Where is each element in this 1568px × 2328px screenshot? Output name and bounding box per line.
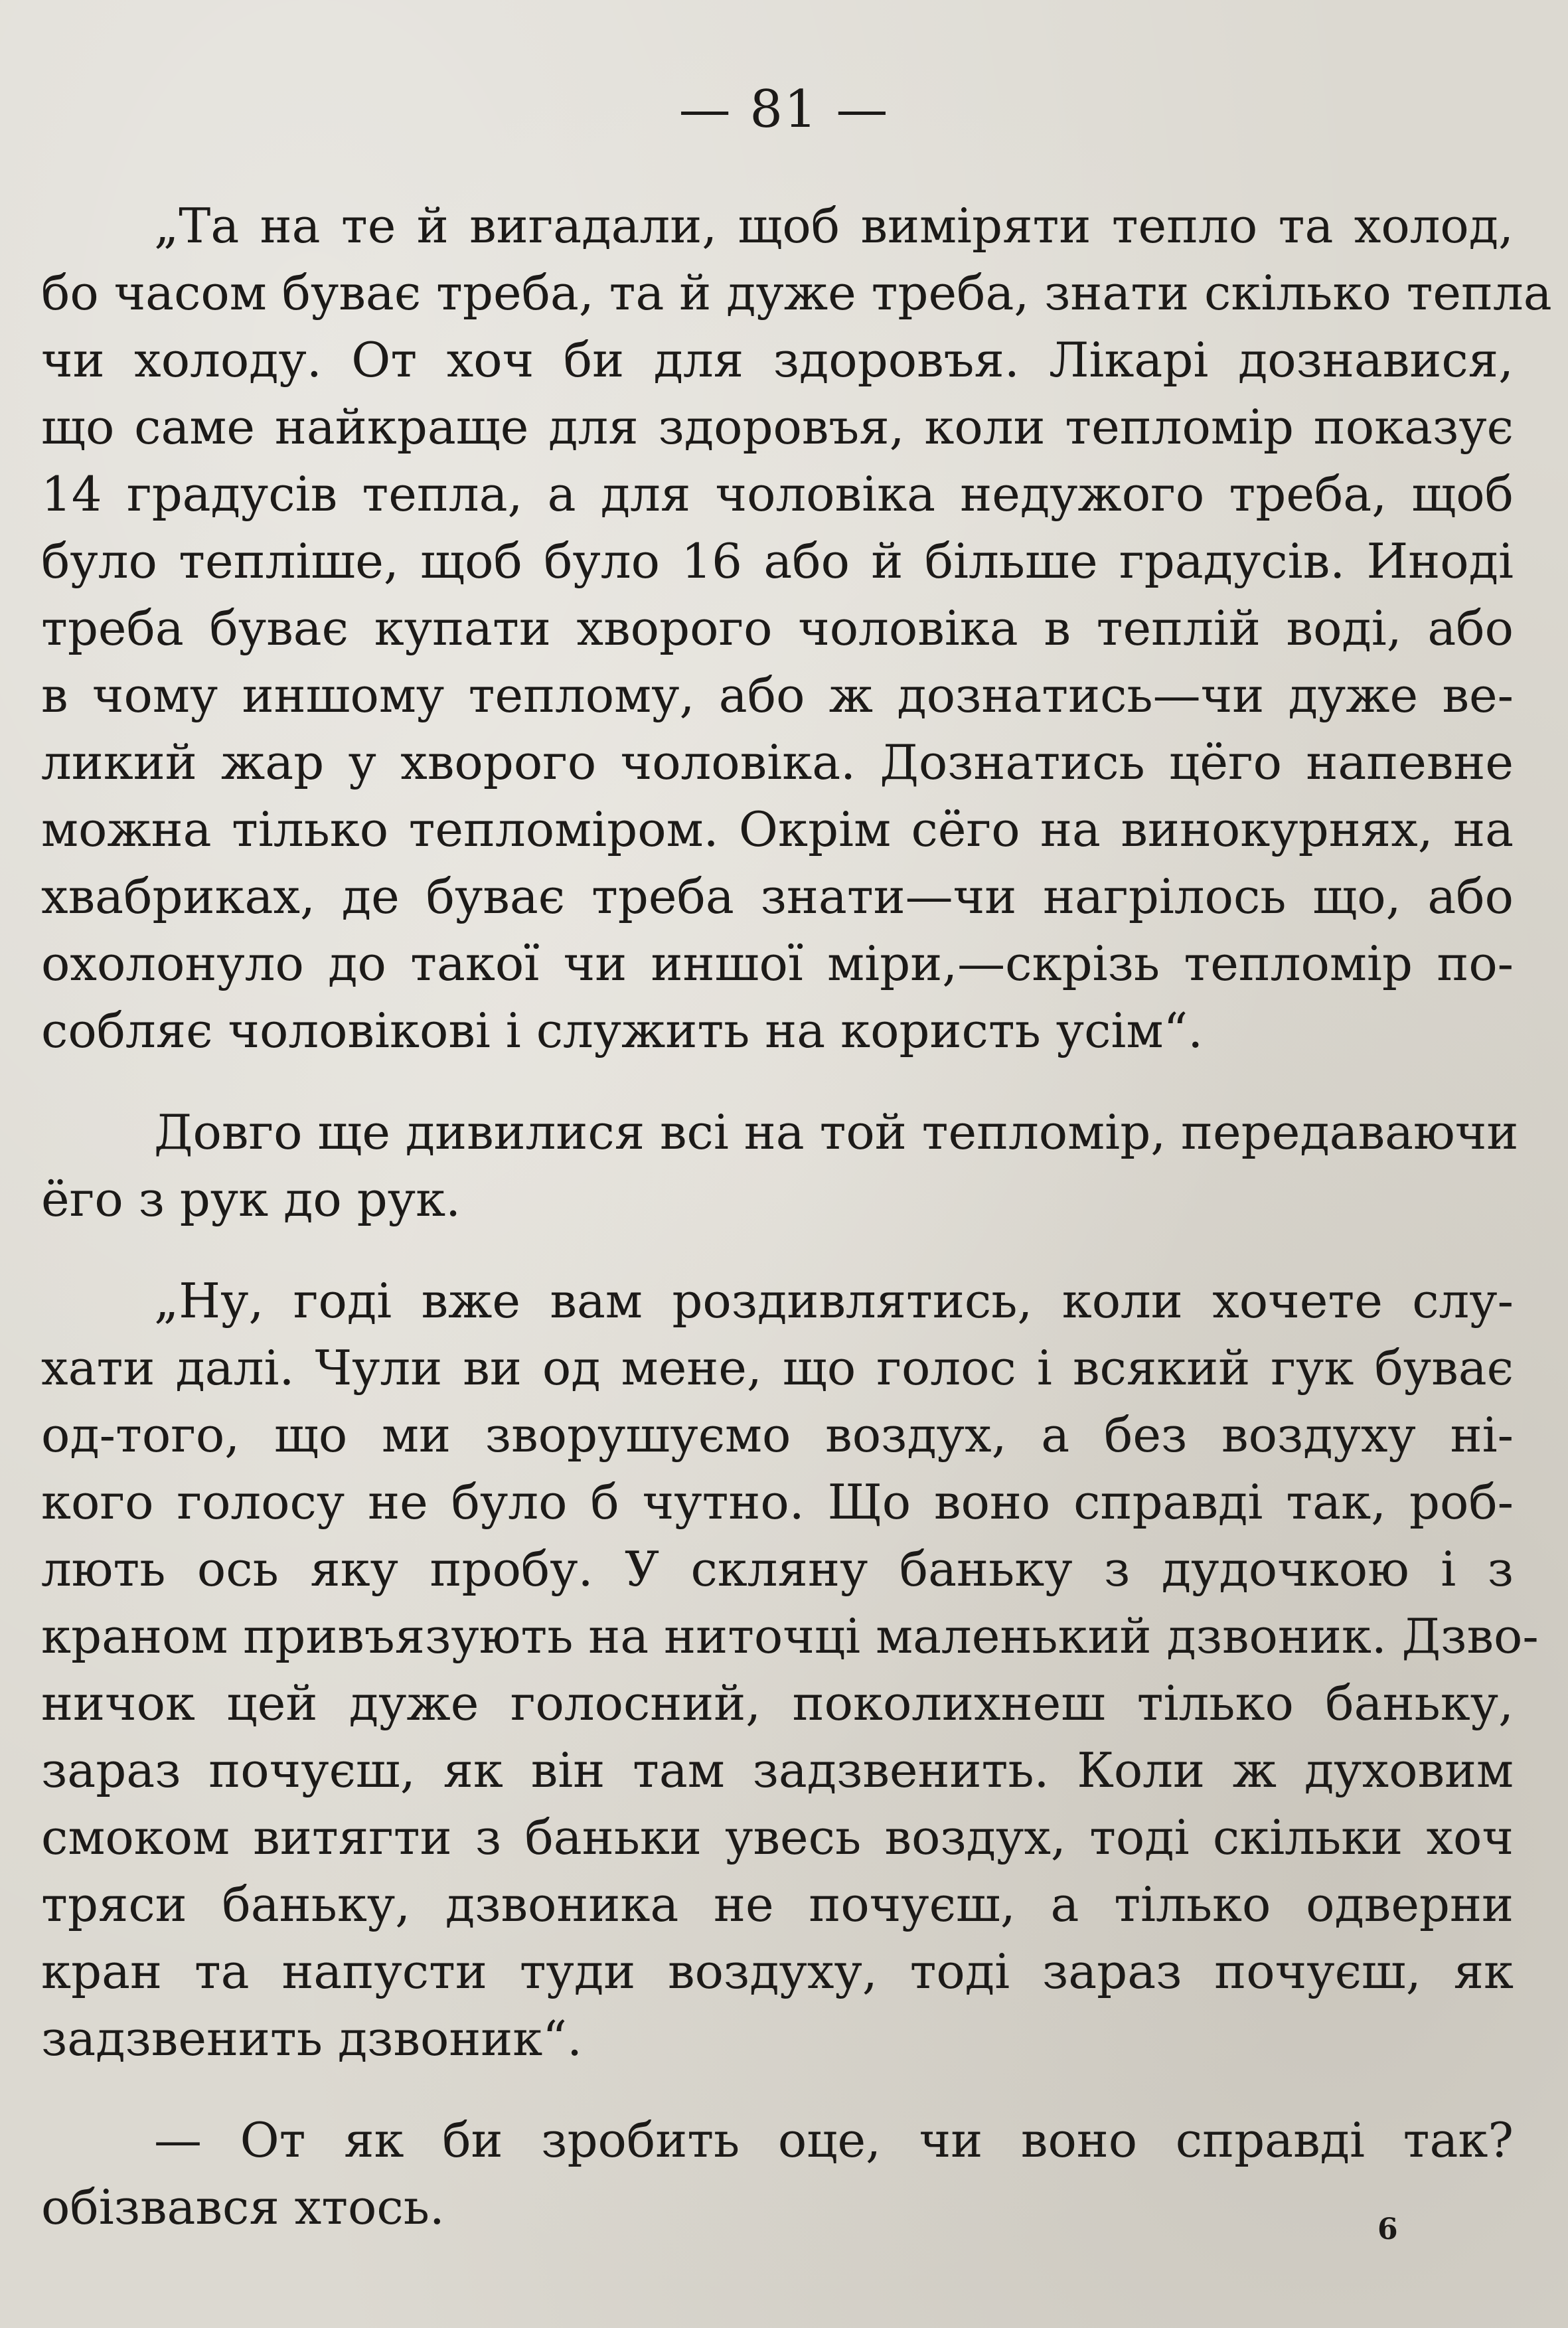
body-text bbox=[41, 193, 1552, 2241]
signature-mark: 6 bbox=[1377, 2212, 1398, 2246]
paragraph-2 bbox=[41, 1099, 1519, 1233]
text-line: обізвався хтось. bbox=[41, 2179, 445, 2235]
paragraph-gap bbox=[41, 2072, 1514, 2107]
text-line: в чому иншому теплому, або ж дознатись—чи дуже ве- bbox=[41, 667, 1514, 723]
text-line: можна тілько тепломіром. Окрім сёго на винокурнях, на bbox=[41, 801, 1514, 857]
text-line: бо часом буває треба, та й дуже треба, знати скілько тепла bbox=[41, 265, 1552, 321]
text-line: зараз почуєш, як він там задзвенить. Коли ж духовим bbox=[41, 1742, 1514, 1798]
text-line: „Ну, годі вже вам роздивлятись, коли хочете слу- bbox=[154, 1273, 1514, 1329]
text-line: треба буває купати хворого чоловіка в теплій воді, або bbox=[41, 600, 1514, 656]
text-line: ликий жар у хворого чоловіка. Дознатись цёго напевне bbox=[41, 734, 1514, 790]
text-line: — От як би зробить оце, чи воно справді так? bbox=[154, 2112, 1514, 2168]
text-line: краном привъязують на ниточці маленький дзвоник. Дзво- bbox=[41, 1608, 1539, 1664]
paragraph-gap bbox=[41, 1233, 1514, 1268]
text-line: „Та на те й вигадали, щоб виміряти тепло та холод, bbox=[154, 198, 1514, 254]
text-line: хвабриках, де буває треба знати—чи нагрілось що, або bbox=[41, 869, 1514, 924]
text-line: ничок цей дуже голосний, поколихнеш тілько баньку, bbox=[41, 1675, 1514, 1731]
text-line: од-того, що ми зворушуємо воздух, а без воздуху ні- bbox=[41, 1407, 1514, 1463]
text-line: охолонуло до такої чи иншої міри,—скрізь тепломір по- bbox=[41, 936, 1514, 991]
text-line: чи холоду. От хоч би для здоровъя. Лікарі дознавися, bbox=[41, 332, 1514, 388]
text-line: смоком витягти з баньки увесь воздух, тоді скільки хоч bbox=[41, 1809, 1514, 1865]
text-line: кран та напусти туди воздуху, тоді зараз почуєш, як bbox=[41, 1944, 1514, 1999]
paragraph-1 bbox=[41, 193, 1552, 1064]
text-line: Довго ще дивилися всі на той тепломір, передаваючи bbox=[154, 1104, 1519, 1160]
text-line: хати далі. Чули ви од мене, що голос і всякий гук буває bbox=[41, 1340, 1514, 1396]
paragraph-3 bbox=[41, 1268, 1539, 2072]
text-line: ёго з рук до рук. bbox=[41, 1171, 461, 1227]
text-line: лють ось яку пробу. У скляну баньку з дудочкою і з bbox=[41, 1541, 1514, 1597]
text-line: задзвенить дзвоник“. bbox=[41, 2011, 582, 2066]
text-line: що саме найкраще для здоровъя, коли тепломір показує bbox=[41, 399, 1514, 455]
text-line: кого голосу не було б чутно. Що воно справді так, роб- bbox=[41, 1474, 1514, 1530]
page-number: — 81 — bbox=[678, 80, 890, 139]
text-line: тряси баньку, дзвоника не почуєш, а тілько одверни bbox=[41, 1876, 1514, 1932]
paragraph-gap bbox=[41, 1064, 1514, 1099]
text-line: собляє чоловікові і служить на користь усім“. bbox=[41, 1003, 1204, 1058]
text-line: 14 градусів тепла, а для чоловіка недужого треба, щоб bbox=[41, 466, 1514, 522]
paragraph-4 bbox=[41, 2107, 1514, 2241]
text-line: було тепліше, щоб було 16 або й більше градусів. Иноді bbox=[41, 533, 1514, 589]
